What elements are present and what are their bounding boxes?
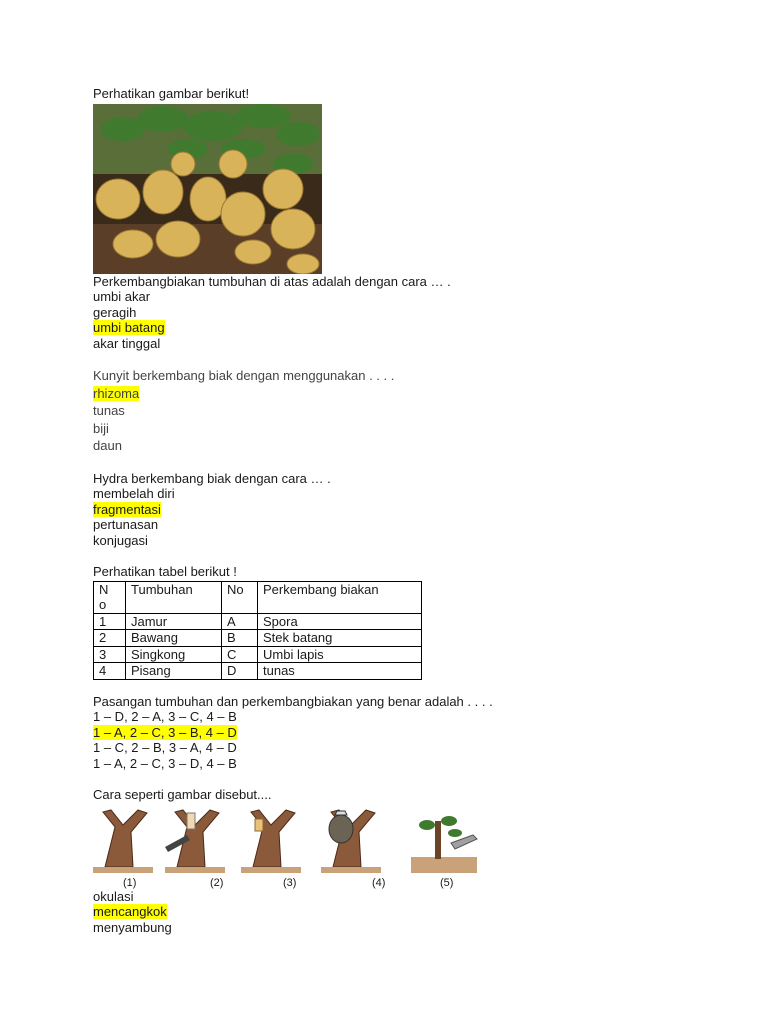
- figure-label: (5): [440, 876, 454, 889]
- figure-label: (4): [372, 876, 386, 889]
- table-cell: D: [222, 663, 258, 680]
- q1-prompt: Perhatikan gambar berikut!: [93, 86, 250, 101]
- q4-prompt: Perhatikan tabel berikut !: [93, 564, 237, 579]
- table-cell: Bawang: [126, 630, 222, 647]
- document-page: [93, 86, 693, 935]
- q2-option-answer: rhizoma: [93, 385, 140, 401]
- table-row: [94, 646, 422, 663]
- table-header-cell: N o: [94, 581, 126, 613]
- question-3: [93, 471, 693, 549]
- q1-question: Perkembangbiakan tumbuhan di atas adalah dengan cara … .: [93, 273, 451, 289]
- q2-option: biji: [93, 420, 109, 436]
- table-cell: tunas: [258, 663, 422, 680]
- grafting-steps-figure: [93, 807, 478, 889]
- figure-labels: [93, 877, 478, 889]
- question-1: [93, 86, 693, 351]
- q5-option: menyambung: [93, 919, 172, 935]
- table-cell: B: [222, 630, 258, 647]
- q1-option: akar tinggal: [93, 335, 161, 351]
- q3-option-answer: fragmentasi: [93, 501, 161, 517]
- table-row: [94, 663, 422, 680]
- q3-option: konjugasi: [93, 532, 148, 548]
- potato-image: [93, 104, 322, 274]
- q5-option-answer: mencangkok: [93, 904, 167, 919]
- q4-question: Pasangan tumbuhan dan perkembangbiakan yang benar adalah . . . .: [93, 693, 493, 709]
- table-cell: Umbi lapis: [258, 646, 422, 663]
- q4-option: 1 – D, 2 – A, 3 – C, 4 – B: [93, 709, 237, 724]
- table-cell: 3: [94, 646, 126, 663]
- table-cell: Spora: [258, 613, 422, 630]
- q1-option: umbi akar: [93, 289, 151, 304]
- table-cell: 4: [94, 663, 126, 680]
- q3-option: membelah diri: [93, 486, 175, 501]
- q1-option: geragih: [93, 304, 137, 320]
- q2-question: Kunyit berkembang biak dengan menggunakan . . . .: [93, 368, 395, 383]
- table-cell: Jamur: [126, 613, 222, 630]
- figure-label: (2): [210, 876, 224, 889]
- table-header-row: [94, 581, 422, 613]
- q3-option: pertunasan: [93, 517, 159, 532]
- table-cell: Singkong: [126, 646, 222, 663]
- reproduction-table: [93, 581, 422, 680]
- question-5: [93, 787, 693, 935]
- q2-option: daun: [93, 438, 122, 453]
- q3-question: Hydra berkembang biak dengan cara … .: [93, 470, 331, 486]
- q4-option: 1 – C, 2 – B, 3 – A, 4 – D: [93, 740, 237, 755]
- table-cell: Pisang: [126, 663, 222, 680]
- table-row: [94, 613, 422, 630]
- q4-option: 1 – A, 2 – C, 3 – D, 4 – B: [93, 755, 237, 771]
- q1-option-answer: umbi batang: [93, 320, 165, 335]
- figure-label: (1): [123, 876, 137, 889]
- table-cell: C: [222, 646, 258, 663]
- figure-label: (3): [283, 876, 297, 889]
- table-header-cell: Perkembang biakan: [258, 581, 422, 613]
- table-header-cell: No: [222, 581, 258, 613]
- q5-option: okulasi: [93, 888, 134, 904]
- question-4: [93, 564, 693, 771]
- table-cell: 2: [94, 630, 126, 647]
- q5-question: Cara seperti gambar disebut....: [93, 787, 272, 802]
- q4-option-answer: 1 – A, 2 – C, 3 – B, 4 – D: [93, 724, 237, 740]
- question-2: [93, 367, 693, 455]
- table-row: [94, 630, 422, 647]
- table-cell: 1: [94, 613, 126, 630]
- q2-option: tunas: [93, 403, 125, 418]
- table-cell: A: [222, 613, 258, 630]
- table-header-cell: Tumbuhan: [126, 581, 222, 613]
- table-cell: Stek batang: [258, 630, 422, 647]
